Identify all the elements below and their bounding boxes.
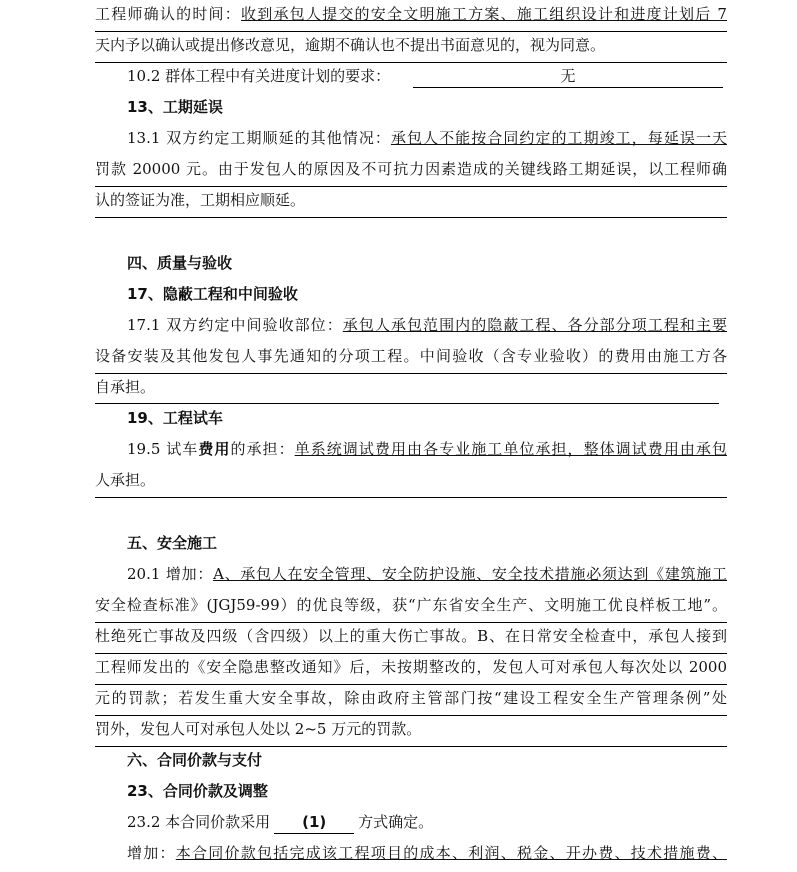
line-20-1-cont4 — [95, 684, 727, 716]
line-20-1-cont3 — [95, 653, 727, 685]
heading-17: 17、隐蔽工程和中间验收 — [127, 285, 298, 303]
clause-17-1-text-cont1: 设备安装及其他发包人事先通知的分项工程。中间验收（含专业验收）的费用由施工方各 — [95, 347, 727, 365]
line-17-1 — [127, 311, 727, 342]
line-23-2 — [127, 808, 727, 839]
clause-10-2-value: 无 — [413, 65, 723, 88]
clause-20-1-text-cont4: 元的罚款；若发生重大安全事故，除由政府主管部门按“建设工程安全生产管理条例”处 — [95, 689, 727, 707]
clause-13-1-label: 13.1 双方约定工期顺延的其他情况： — [127, 129, 391, 147]
clause-23-2-label: 23.2 本合同价款采用 — [127, 813, 271, 831]
heading-section-4: 四、质量与验收 — [127, 254, 233, 272]
clause-17-1-label: 17.1 双方约定中间验收部位： — [127, 316, 343, 334]
clause-20-1-text: A、承包人在安全管理、安全防护设施、安全技术措施必须达到《建筑施工 — [213, 565, 727, 583]
clause-13-1-text-cont1: 罚款 20000 元。由于发包人的原因及不可抗力因素造成的关键线路工期延误，以工程师确 — [95, 160, 727, 178]
line-23-2-add — [127, 839, 727, 870]
heading-section-6: 六、合同价款与支付 — [127, 751, 263, 769]
clause-20-1-text-cont2: 杜绝死亡事故及四级（含四级）以上的重大伤亡事故。B、在日常安全检查中，承包人接到 — [95, 627, 727, 645]
clause-19-5-label-bold: 费用 — [198, 440, 231, 458]
heading-23: 23、合同价款及调整 — [127, 782, 268, 800]
clause-13-1-text: 承包人不能按合同约定的工期竣工，每延误一天 — [390, 129, 727, 147]
line-20-1 — [127, 560, 727, 591]
heading-section-5: 五、安全施工 — [127, 534, 218, 552]
line-19-5 — [127, 435, 727, 466]
heading-13: 13、工期延误 — [127, 98, 223, 116]
clause-10-2-label: 10.2 群体工程中有关进度计划的要求： — [127, 67, 391, 85]
line-20-1-cont1 — [95, 591, 727, 623]
confirm-time-text-cont: 天内予以确认或提出修改意见，逾期不确认也不提出书面意见的，视为同意。 — [95, 36, 606, 54]
clause-23-2-add-text: 本合同价款包括完成该工程项目的成本、利润、税金、开办费、技术措施费、 — [175, 844, 727, 862]
heading-19: 19、工程试车 — [127, 409, 223, 427]
clause-17-1-text: 承包人承包范围内的隐蔽工程、各分部分项工程和主要 — [342, 316, 727, 334]
line-20-1-cont2 — [95, 622, 727, 654]
line-13-1 — [127, 124, 727, 155]
confirm-time-label: 工程师确认的时间： — [95, 5, 241, 23]
clause-19-5-text: 单系统调试费用由各专业施工单位承担，整体调试费用由承包 — [294, 440, 727, 458]
clause-13-1-text-cont2: 认的签证为准，工期相应顺延。 — [95, 191, 306, 209]
line-20-1-cont5 — [95, 715, 727, 747]
clause-17-1-text-cont2: 自承担。 — [95, 378, 156, 396]
clause-23-2-add-label: 增加： — [127, 844, 176, 862]
line-10-2 — [127, 62, 727, 93]
line-17-1-cont1 — [95, 342, 727, 374]
clause-19-5-text-cont: 人承担。 — [95, 471, 156, 489]
clause-20-1-text-cont3: 工程师发出的《安全隐患整改通知》后，未按期整改的，发包人可对承包人每次处以 2000 — [95, 658, 727, 676]
clause-20-1-label: 20.1 增加： — [127, 565, 214, 583]
line-19-5-cont — [95, 466, 727, 498]
clause-20-1-text-cont1: 安全检查标准》(JGJ59-99）的优良等级，获“广东省安全生产、文明施工优良样板工地”。 — [95, 596, 727, 614]
line-confirm-time — [95, 0, 727, 32]
clause-19-5-label: 19.5 试车 — [127, 440, 199, 458]
clause-19-5-label-end: 的承担： — [230, 440, 295, 458]
line-17-1-cont2 — [95, 373, 727, 404]
line-13-1-cont2 — [95, 186, 727, 218]
line-confirm-time-cont — [95, 31, 727, 63]
clause-20-1-text-cont5: 罚外，发包人可对承包人处以 2~5 万元的罚款。 — [95, 720, 422, 738]
clause-23-2-suffix: 方式确定。 — [358, 813, 434, 831]
confirm-time-text: 收到承包人提交的安全文明施工方案、施工组织设计和进度计划后 7 — [241, 5, 727, 23]
line-13-1-cont1 — [95, 155, 727, 187]
clause-23-2-value: (1) — [274, 811, 354, 834]
